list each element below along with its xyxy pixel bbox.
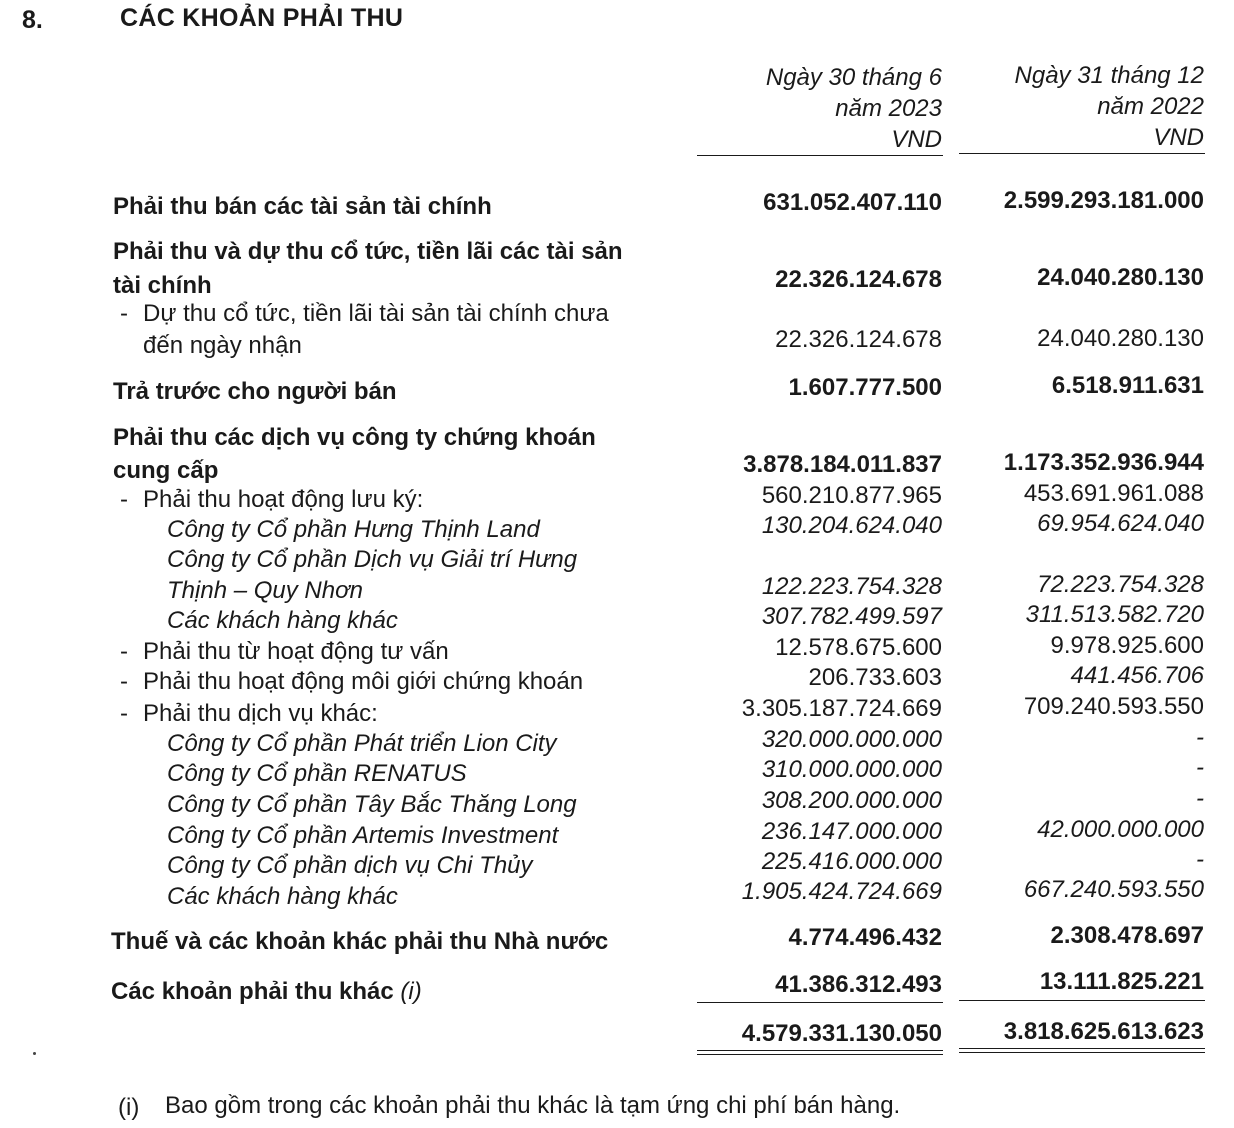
row-label: Công ty Cổ phần Phát triển Lion City (167, 730, 557, 757)
value-2022: - (1196, 724, 1204, 751)
value-2023: 41.386.312.493 (775, 971, 942, 998)
row-label: Dự thu cổ tức, tiền lãi tài sản tài chính chưa (143, 300, 609, 327)
row-label: tài chính (113, 272, 212, 299)
row-label (111, 978, 422, 1006)
value-2022: 69.954.624.040 (1037, 510, 1204, 537)
row-label: Công ty Cổ phần Hưng Thịnh Land (167, 516, 540, 543)
value-2022: 42.000.000.000 (1037, 816, 1204, 843)
value-2022: 441.456.706 (1070, 662, 1204, 689)
row-label-text: Các khoản phải thu khác (111, 978, 394, 1005)
value-2023: 1.905.424.724.669 (741, 878, 942, 905)
column-header-rule (697, 155, 943, 156)
total-2022: 3.818.625.613.623 (1003, 1018, 1204, 1045)
bullet-dash: - (120, 486, 128, 513)
value-2022: 6.518.911.631 (1051, 372, 1204, 399)
value-2023: 631.052.407.110 (763, 189, 942, 216)
footnote-marker: (i) (118, 1094, 140, 1121)
row-label: Công ty Cổ phần Dịch vụ Giải trí Hưng (167, 546, 578, 573)
row-label: đến ngày nhận (143, 332, 302, 359)
column-header-line: Ngày 30 tháng 6 (765, 64, 942, 91)
value-2022: - (1196, 754, 1204, 781)
row-label: Phải thu từ hoạt động tư vấn (143, 638, 449, 665)
value-2022: - (1196, 846, 1204, 873)
value-2022: 311.513.582.720 (1025, 601, 1204, 628)
footnote-text: Bao gồm trong các khoản phải thu khác là tạm ứng chi phí bán hàng. (165, 1092, 901, 1119)
row-label: Các khách hàng khác (167, 883, 398, 910)
value-2023: 206.733.603 (808, 664, 942, 691)
value-2023: 22.326.124.678 (775, 266, 942, 293)
column-header-line: VND (891, 126, 942, 153)
value-2023: 122.223.754.328 (761, 573, 942, 600)
value-2022: 667.240.593.550 (1023, 876, 1204, 903)
column-header-line: Ngày 31 tháng 12 (1014, 62, 1204, 89)
row-label: Thuế và các khoản khác phải thu Nhà nước (111, 928, 609, 955)
value-2022: 2.599.293.181.000 (1003, 187, 1204, 214)
subtotal-rule (697, 1002, 943, 1003)
value-2023: 307.782.499.597 (761, 603, 942, 630)
value-2022: 24.040.280.130 (1037, 264, 1204, 291)
row-label: Công ty Cổ phần RENATUS (167, 760, 467, 787)
value-2023: 236.147.000.000 (761, 818, 942, 845)
row-label: Công ty Cổ phần dịch vụ Chi Thủy (167, 852, 533, 879)
row-label: Thịnh – Quy Nhơn (167, 577, 363, 604)
column-header-2022 (1015, 60, 1204, 153)
value-2023: 3.305.187.724.669 (741, 695, 942, 722)
value-2022: 2.308.478.697 (1050, 922, 1204, 949)
column-header-line: năm 2023 (835, 95, 942, 122)
row-label: cung cấp (113, 457, 219, 484)
value-2023: 1.607.777.500 (788, 374, 942, 401)
total-double-rule (697, 1050, 943, 1055)
value-2022: 24.040.280.130 (1037, 325, 1204, 352)
row-label: Phải thu bán các tài sản tài chính (113, 193, 492, 220)
column-header-line: VND (1153, 124, 1204, 151)
row-label: Phải thu hoạt động môi giới chứng khoán (143, 668, 584, 695)
value-2023: 12.578.675.600 (775, 634, 942, 661)
value-2023: 3.878.184.011.837 (743, 451, 942, 478)
section-number: 8. (22, 6, 43, 34)
value-2023: 225.416.000.000 (761, 848, 942, 875)
value-2023: 560.210.877.965 (761, 482, 942, 509)
value-2023: 130.204.624.040 (761, 512, 942, 539)
column-header-rule (959, 153, 1205, 154)
footnote-ref: (i) (400, 978, 422, 1005)
bullet-dash: - (120, 638, 128, 665)
row-label: Công ty Cổ phần Tây Bắc Thăng Long (167, 791, 577, 818)
value-2023: 308.200.000.000 (761, 787, 942, 814)
value-2022: 9.978.925.600 (1050, 632, 1204, 659)
section-title: CÁC KHOẢN PHẢI THU (120, 4, 404, 32)
stray-mark (33, 1052, 36, 1055)
row-label: Công ty Cổ phần Artemis Investment (167, 822, 559, 849)
row-label: Các khách hàng khác (167, 607, 398, 634)
value-2022: 1.173.352.936.944 (1003, 449, 1204, 476)
value-2022: 709.240.593.550 (1023, 693, 1204, 720)
row-label: Trả trước cho người bán (113, 378, 397, 405)
row-label: Phải thu và dự thu cổ tức, tiền lãi các tài sản (113, 238, 623, 265)
value-2023: 320.000.000.000 (761, 726, 942, 753)
subtotal-rule (959, 1000, 1205, 1001)
row-label: Phải thu hoạt động lưu ký: (143, 486, 424, 513)
bullet-dash: - (120, 300, 128, 327)
row-label: Phải thu các dịch vụ công ty chứng khoán (113, 424, 596, 451)
bullet-dash: - (120, 700, 128, 727)
value-2022: 453.691.961.088 (1023, 480, 1204, 507)
column-header-2023 (766, 62, 942, 155)
bullet-dash: - (120, 668, 128, 695)
value-2022: 13.111.825.221 (1039, 968, 1204, 995)
total-2023: 4.579.331.130.050 (741, 1020, 942, 1047)
row-label: Phải thu dịch vụ khác: (143, 700, 378, 727)
column-header-line: năm 2022 (1097, 93, 1204, 120)
value-2023: 4.774.496.432 (788, 924, 942, 951)
value-2022: - (1196, 785, 1204, 812)
value-2022: 72.223.754.328 (1037, 571, 1204, 598)
value-2023: 22.326.124.678 (775, 326, 942, 353)
total-double-rule (959, 1048, 1205, 1053)
value-2023: 310.000.000.000 (761, 756, 942, 783)
